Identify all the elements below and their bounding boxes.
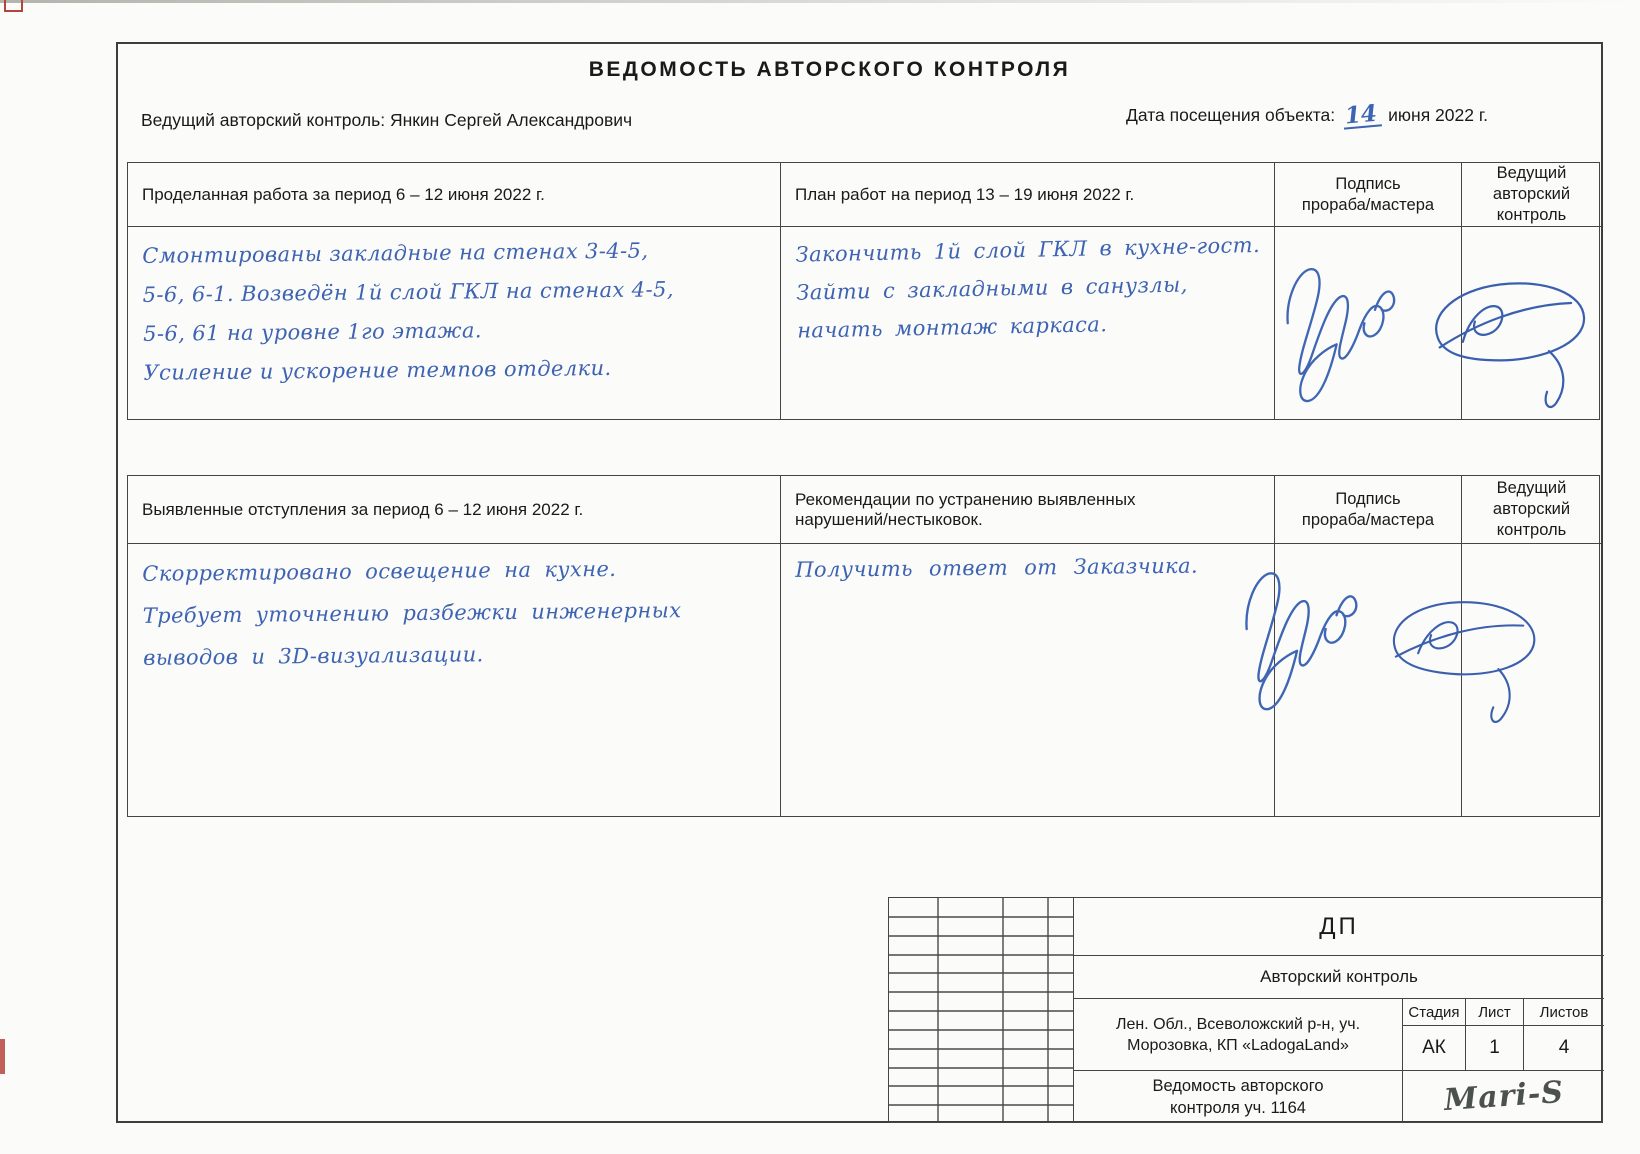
stamp-object: Лен. Обл., Всеволожский р-н, уч. Морозовка, КП «LadogaLand» [1074, 999, 1403, 1070]
deviations-cell [128, 544, 781, 816]
brand-signature: Mari-S [1442, 1074, 1565, 1119]
red-scan-artifact-top [4, 0, 23, 12]
recommendations-cell [781, 544, 1275, 816]
stamp-sheet-column [1466, 999, 1524, 1070]
stamp-document-name: Ведомость авторского контроля уч. 1164 [1074, 1071, 1403, 1122]
foreman-signature-2 [1240, 556, 1360, 714]
work-done-cell [128, 227, 781, 419]
document-title: ВЕДОМОСТЬ АВТОРСКОГО КОНТРОЛЯ [588, 58, 1071, 81]
visit-date-day-handwritten: 14 [1342, 102, 1382, 129]
stage-value: АК [1422, 1037, 1446, 1058]
stage-label: Стадия [1403, 999, 1465, 1026]
sheet-value: 1 [1489, 1037, 1500, 1058]
lead-supervisor-line [141, 110, 632, 131]
recommendations-handwriting: Получить ответ от Заказчика. [795, 553, 1199, 582]
revision-grid-lines [889, 898, 1073, 1121]
visit-date-line [1126, 99, 1488, 130]
lead-signature-1 [1412, 260, 1597, 420]
red-scan-artifact-left [0, 1039, 5, 1074]
header-work-done: Проделанная работа за период 6 – 12 июня 2022 г. [128, 163, 781, 227]
work-plan-handwriting: Закончить 1й слой ГКЛ в кухне-гост. Зайти с закладными в санузлы, начать монтаж каркаса. [795, 232, 1261, 343]
deviations-handwriting: Скорректировано освещение на кухне. Требует уточнению разбежки инженерных выводов и 3D-визуализации. [142, 556, 682, 670]
stamp-section: Авторский контроль [1074, 956, 1604, 999]
visit-date-suffix: июня 2022 г. [1388, 105, 1488, 125]
stamp-code: ДП [1074, 898, 1604, 956]
foreman-signature-1 [1282, 248, 1397, 410]
stamp-stage-column [1403, 999, 1466, 1070]
header-lead-control-2: Ведущий авторский контроль [1462, 476, 1601, 544]
header-work-plan: План работ на период 13 – 19 июня 2022 г. [781, 163, 1275, 227]
sheet-label: Лист [1466, 999, 1523, 1026]
lead-signature-2 [1364, 573, 1551, 738]
lead-supervisor-label: Ведущий авторский контроль: [141, 110, 386, 130]
header-foreman-signature: Подпись прораба/мастера [1275, 163, 1462, 227]
sheets-label: Листов [1524, 999, 1604, 1026]
work-done-handwriting: Смонтированы закладные на стенах 3-4-5, 5-6, 6-1. Возведён 1й слой ГКЛ на стенах 4-5, 5-6, 61 на уровне 1го этажа. Усиление и ускорение темпов отделки. [142, 238, 674, 385]
work-plan-cell [781, 227, 1275, 419]
header-deviations: Выявленные отступления за период 6 – 12 июня 2022 г. [128, 476, 781, 544]
header-recommendations: Рекомендации по устранению выявленных нарушений/нестыковок. [781, 476, 1275, 544]
visit-date-label: Дата посещения объекта: [1126, 105, 1336, 125]
header-foreman-signature-2: Подпись прораба/мастера [1275, 476, 1462, 544]
stamp-brand-cell [1403, 1071, 1604, 1122]
title-block [888, 897, 1603, 1123]
revision-grid [889, 898, 1074, 1122]
header-lead-control: Ведущий авторский контроль [1462, 163, 1601, 227]
lead-supervisor-name: Янкин Сергей Александрович [389, 110, 633, 130]
stamp-sheets-column [1524, 999, 1604, 1070]
sheets-value: 4 [1558, 1037, 1570, 1058]
scanner-edge-artifact [0, 0, 1640, 3]
